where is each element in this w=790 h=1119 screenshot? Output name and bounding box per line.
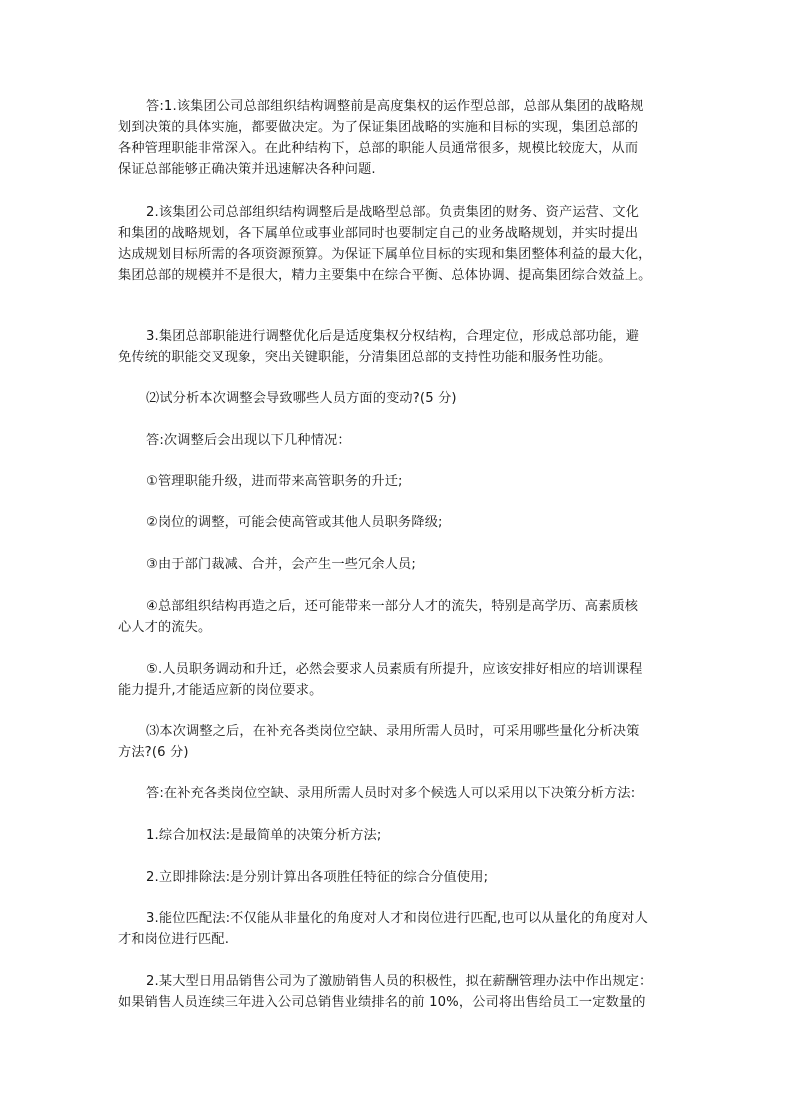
- answer-2-item-2: [118, 512, 678, 533]
- question-2: [118, 388, 678, 409]
- text-line: ⑶本次调整之后，在补充各类岗位空缺、录用所需人员时，可采用哪些量化分析决策: [146, 724, 640, 739]
- text-line: 划到决策的具体实施，都要做决定。为了保证集团战略的实施和目标的实现，集团总部的: [118, 120, 639, 135]
- text-line: ①管理职能升级，进而带来高管职务的升迁;: [146, 474, 403, 489]
- text-line: ⑤.人员职务调动和升迁，必然会要求人员素质有所提升，应该安排好相应的培训课程: [146, 662, 643, 677]
- answer-paragraph-2: [118, 202, 678, 286]
- text-line: 2.某大型日用品销售公司为了激励销售人员的积极性，拟在薪酬管理办法中作出规定：: [146, 974, 653, 989]
- text-line: 达成规划目标所需的各项资源预算。为保证下属单位目标的实现和集团整体利益的最大化，: [118, 247, 652, 262]
- text-line: 方法?(6 分): [118, 745, 189, 760]
- text-line: 免传统的职能交叉现象，突出关键职能，分清集团总部的支持性功能和服务性功能。: [118, 350, 612, 365]
- text-line: ④总部组织结构再造之后，还可能带来一部分人才的流失，特别是高学历、高素质核: [146, 599, 639, 614]
- text-line: 2.该集团公司总部组织结构调整后是战略型总部。负责集团的财务、资产运营、文化: [146, 205, 640, 220]
- text-line: 能力提升,才能适应新的岗位要求。: [118, 683, 323, 698]
- text-line: ②岗位的调整，可能会使高管或其他人员职务降级;: [146, 515, 443, 530]
- answer-3-intro: [118, 783, 678, 804]
- answer-2-item-5: [118, 659, 678, 701]
- text-line: 答:在补充各类岗位空缺、录用所需人员时对多个候选人可以采用以下决策分析方法:: [146, 786, 636, 801]
- answer-3-item-1: [118, 825, 678, 846]
- text-line: 集团总部的规模并不是很大，精力主要集中在综合平衡、总体协调、提高集团综合效益上。: [118, 268, 652, 283]
- question-3: [118, 721, 678, 763]
- text-line: 才和岗位进行匹配.: [118, 932, 230, 947]
- text-line: 如果销售人员连续三年进入公司总销售业绩排名的前 10%，公司将出售给员工一定数量的: [118, 995, 646, 1010]
- text-line: 保证总部能够正确决策并迅速解决各种问题.: [118, 162, 376, 177]
- answer-3-item-2: [118, 867, 678, 888]
- answer-2-item-4: [118, 596, 678, 638]
- answer-3-item-3: [118, 908, 678, 950]
- text-line: ③由于部门裁减、合并，会产生一些冗余人员;: [146, 557, 416, 572]
- text-line: ⑵试分析本次调整会导致哪些人员方面的变动?(5 分): [146, 391, 457, 406]
- text-line: 3.能位匹配法:不仅能从非量化的角度对人才和岗位进行匹配,也可以从量化的角度对人: [146, 911, 648, 926]
- text-line: 心人才的流失。: [118, 620, 212, 635]
- answer-2-item-1: [118, 471, 678, 492]
- text-line: 1.综合加权法:是最简单的决策分析方法;: [146, 828, 382, 843]
- text-line: 答:1.该集团公司总部组织结构调整前是高度集权的运作型总部，总部从集团的战略规: [146, 99, 644, 114]
- answer-paragraph-3: [118, 326, 678, 368]
- text-line: 2.立即排除法:是分别计算出各项胜任特征的综合分值使用;: [146, 870, 489, 885]
- answer-paragraph-1: [118, 96, 678, 180]
- answer-2-item-3: [118, 554, 678, 575]
- answer-2-intro: [118, 430, 678, 451]
- question-block-2: [118, 971, 678, 1013]
- text-line: 3.集团总部职能进行调整优化后是适度集权分权结构，合理定位，形成总部功能，避: [146, 329, 640, 344]
- text-line: 和集团的战略规划，各下属单位或事业部同时也要制定自己的业务战略规划，并实时提出: [118, 226, 639, 241]
- text-line: 答:次调整后会出现以下几种情况：: [146, 433, 351, 448]
- text-line: 各种管理职能非常深入。在此种结构下，总部的职能人员通常很多，规模比较庞大，从而: [118, 141, 639, 156]
